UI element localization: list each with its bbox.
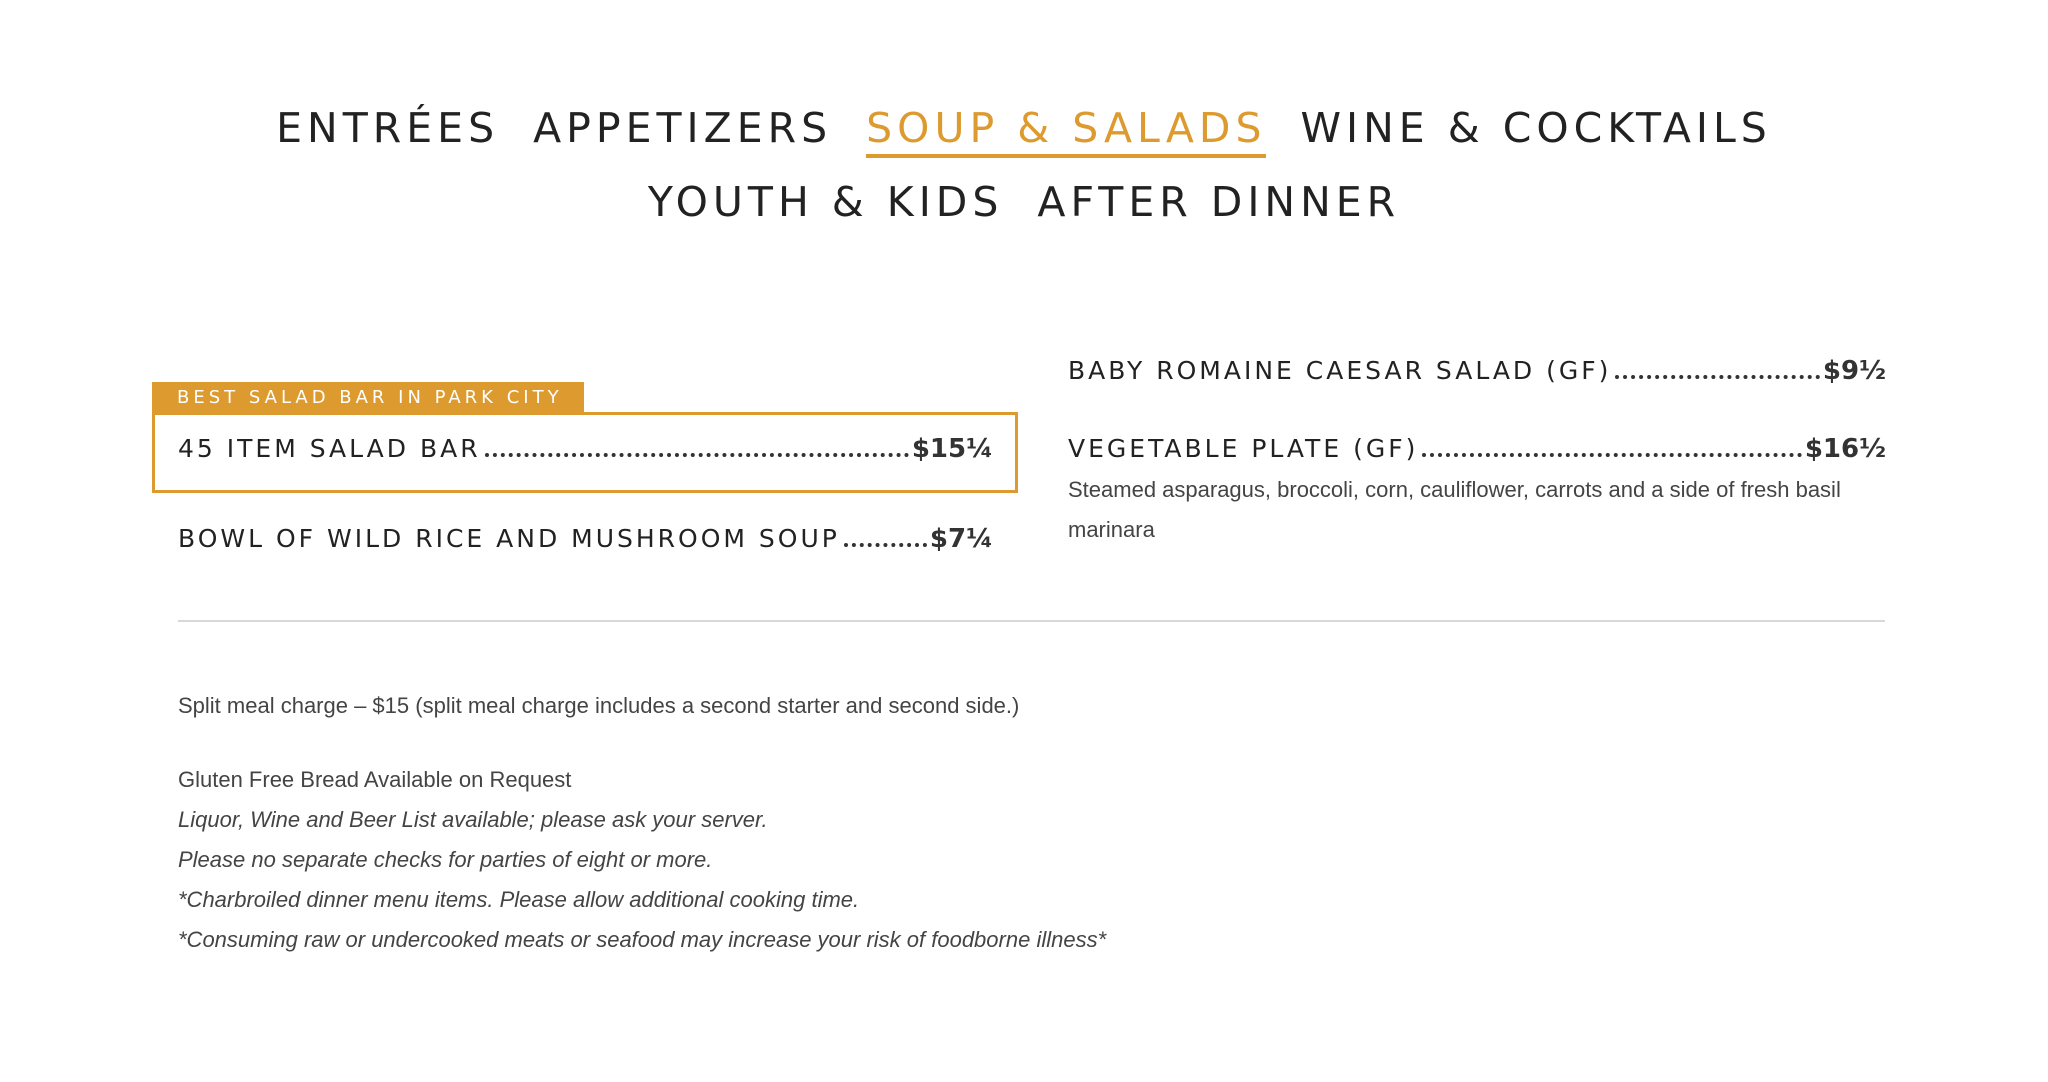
section-divider [178,620,1885,622]
leader-dots [1615,375,1819,379]
menu-item-price: $7¼ [929,524,993,554]
tab-row-1 [0,102,2048,176]
menu-item-name: 45 ITEM SALAD BAR [178,434,481,463]
tab-soup-salads[interactable]: SOUP & SALADS [866,102,1266,158]
menu-item-name: BABY ROMAINE CAESAR SALAD (GF) [1068,356,1612,385]
note-separate-checks: Please no separate checks for parties of eight or more. [178,847,713,872]
menu-item-price: $9½ [1822,356,1886,386]
featured-badge: BEST SALAD BAR IN PARK CITY [152,382,584,414]
tab-after-dinner[interactable]: AFTER DINNER [1037,178,1401,226]
note-liquor: Liquor, Wine and Beer List available; please ask your server. [178,807,768,832]
menu-item-salad-bar [178,434,993,464]
menu-item-caesar-salad [1068,356,1886,386]
note-gluten-free: Gluten Free Bread Available on Request [178,767,572,792]
menu-item-price: $15¼ [911,434,993,464]
note-spacer [178,726,1378,760]
tab-youth-kids[interactable]: YOUTH & KIDS [647,178,1004,226]
menu-item-soup [178,524,993,554]
tab-appetizers[interactable]: APPETIZERS [533,104,833,152]
menu-item-name: VEGETABLE PLATE (GF) [1068,434,1419,463]
leader-dots [1422,453,1801,457]
note-consuming-raw: *Consuming raw or undercooked meats or seafood may increase your risk of foodborne illness* [178,927,1107,952]
menu-category-tabs [0,102,2048,250]
note-charbroiled: *Charbroiled dinner menu items. Please allow additional cooking time. [178,887,860,912]
tab-wine-cocktails[interactable]: WINE & COCKTAILS [1300,104,1772,152]
leader-dots [844,543,927,547]
menu-item-price: $16½ [1804,434,1886,464]
menu-notes [178,686,1378,960]
tab-entrees[interactable]: ENTRÉES [276,104,500,152]
menu-item-vegetable-plate [1068,434,1886,464]
tab-row-2 [0,176,2048,250]
leader-dots [485,453,909,457]
menu-item-name: BOWL OF WILD RICE AND MUSHROOM SOUP [178,524,840,553]
menu-item-description: Steamed asparagus, broccoli, corn, cauliflower, carrots and a side of fresh basil marinara [1068,477,1841,542]
note-split-charge: Split meal charge – $15 (split meal charge includes a second starter and second side.) [178,693,1020,718]
